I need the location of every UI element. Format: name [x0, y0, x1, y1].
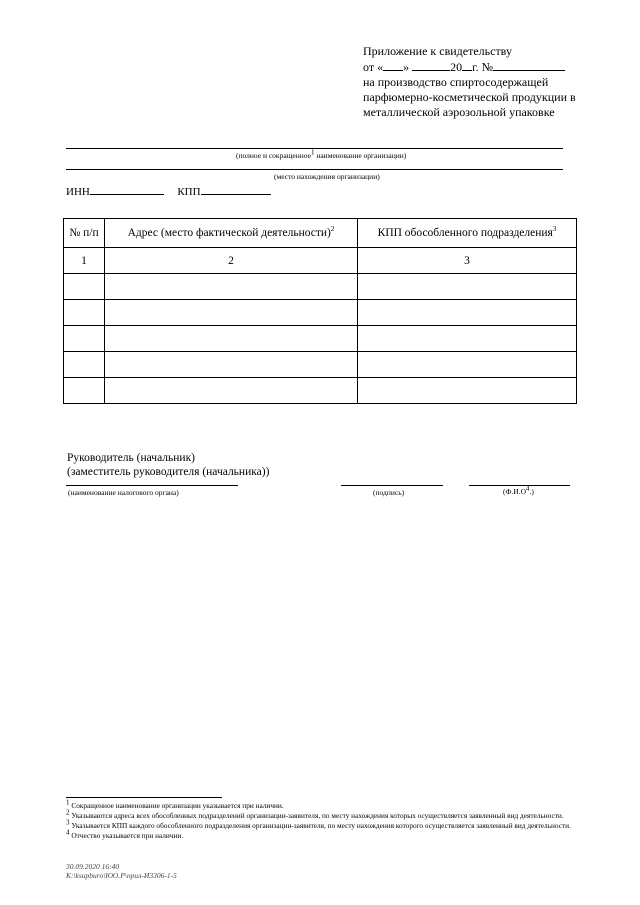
certificate-date-number: от « » 20 г. №: [363, 59, 576, 75]
org-name-line: [66, 148, 563, 149]
footnotes: [66, 798, 596, 841]
footnote-separator: [66, 797, 222, 798]
footnote-4: $^4$ Отчество указывается при наличии.: [66, 828, 184, 840]
authority-line: [66, 485, 238, 486]
table-row: [64, 274, 577, 300]
full-name-line: [469, 485, 570, 486]
table-row: [64, 378, 577, 404]
year-blank: [462, 59, 472, 71]
signature-caption: (подпись): [373, 488, 405, 497]
day-blank: [383, 59, 403, 71]
head-title: Руководитель (начальник): [67, 452, 195, 464]
footnote-2: $^2$ Указываются адреса всех обособленных подразделений организации-заявителя, по месту нахождения которых осуществляется заявленный вид деятельности.: [66, 808, 564, 820]
header-address: Адрес (место фактической деятельности)$^2$: [105, 219, 358, 248]
signature-block: [67, 451, 269, 479]
kpp-label: КПП: [177, 186, 201, 198]
footnote-3: $^3$ Указывается КПП каждого обособленного подразделения организации-заявителя, по месту нахождения которого осуществляется заявленный вид деятельности.: [66, 818, 571, 830]
org-name-caption: (полное и сокращенное$^1$ наименование организации): [236, 148, 407, 160]
header-number: № п/п: [64, 219, 105, 248]
subdivisions-table: [63, 218, 577, 404]
month-blank: [412, 59, 450, 71]
table-number-row: 1 2 3: [64, 248, 577, 274]
footnote-1: $^1$ Сокращенное наименование организации указывается при наличии.: [66, 798, 284, 810]
header-kpp: КПП обособленного подразделения$^3$: [358, 219, 577, 248]
number-blank: [493, 59, 565, 71]
inn-label: ИНН: [66, 186, 90, 198]
org-address-line: [66, 169, 563, 170]
authority-caption: (наименование налогового органа): [68, 488, 179, 497]
inn-kpp-row: [66, 183, 271, 198]
table-row: [64, 300, 577, 326]
appendix-title: Приложение к свидетельству: [363, 44, 512, 58]
kpp-blank: [201, 183, 271, 195]
table-header-row: [64, 219, 577, 248]
appendix-header: Приложение к свидетельству от « » 20 г. № на производство спиртосодержащей парфюмерно-косметической продукции в металлической аэрозольной упаковке: [363, 44, 576, 119]
table-row: [64, 326, 577, 352]
inn-blank: [90, 183, 164, 195]
signature-line: [341, 485, 443, 486]
table-row: [64, 352, 577, 378]
full-name-caption: $(Ф.И.О^4.)$: [503, 484, 534, 496]
org-address-caption: (место нахождения организации): [274, 172, 380, 181]
deputy-title: (заместитель руководителя (начальника)): [67, 466, 270, 478]
print-stamp: 30.09.2020 16:40 К:\ksupburo\ЮО.Р\прил-И3306-1-5: [66, 862, 177, 880]
